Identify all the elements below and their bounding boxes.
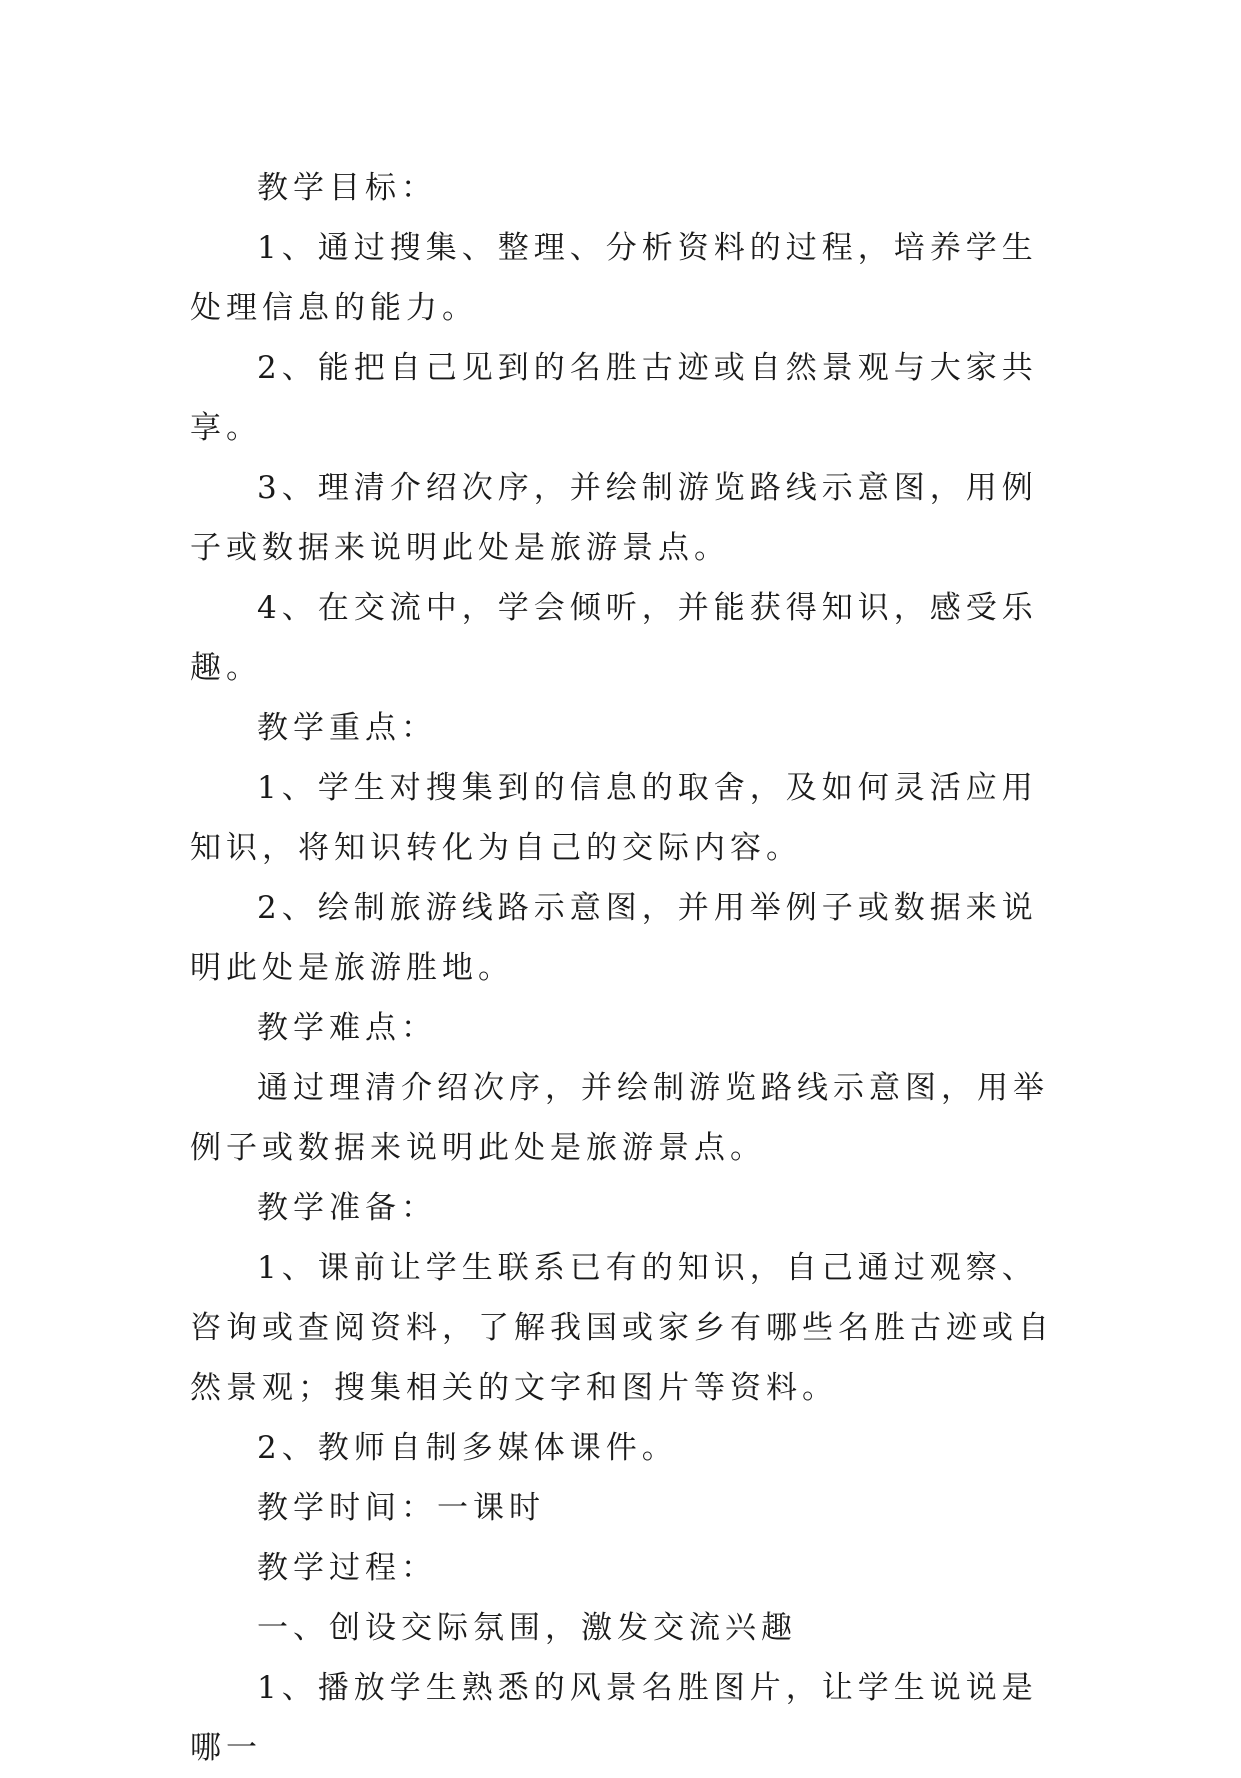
- document-body: [190, 158, 1070, 1778]
- heading-difficulties: 教学难点：: [257, 1010, 437, 1046]
- heading-preparation: 教学准备：: [257, 1190, 437, 1226]
- heading-key-points: 教学重点：: [257, 710, 437, 746]
- teaching-time: 教学时间：一课时: [257, 1490, 545, 1526]
- goal-item-3: 3、理清介绍次序，并绘制游览路线示意图，用例子或数据来说明此处是旅游景点。: [190, 470, 1038, 566]
- process-section-1: 一、创设交际氛围，激发交流兴趣: [257, 1610, 797, 1646]
- key-point-item-1: 1、学生对搜集到的信息的取舍，及如何灵活应用知识，将知识转化为自己的交际内容。: [190, 770, 1038, 866]
- preparation-item-1: 1、课前让学生联系已有的知识，自己通过观察、咨询或查阅资料，了解我国或家乡有哪些名胜古迹或自然景观；搜集相关的文字和图片等资料。: [190, 1250, 1054, 1406]
- heading-process: 教学过程：: [257, 1550, 437, 1586]
- goal-item-1: 1、通过搜集、整理、分析资料的过程，培养学生处理信息的能力。: [190, 230, 1038, 326]
- process-item-1: 1、播放学生熟悉的风景名胜图片，让学生说说是哪一: [190, 1670, 1038, 1766]
- goal-item-4: 4、在交流中，学会倾听，并能获得知识，感受乐趣。: [190, 590, 1038, 686]
- difficulty-text: 通过理清介绍次序，并绘制游览路线示意图，用举例子或数据来说明此处是旅游景点。: [190, 1070, 1049, 1166]
- preparation-item-2: 2、教师自制多媒体课件。: [257, 1430, 678, 1466]
- key-point-item-2: 2、绘制旅游线路示意图，并用举例子或数据来说明此处是旅游胜地。: [190, 890, 1038, 986]
- heading-teaching-goals: 教学目标：: [257, 170, 437, 206]
- goal-item-2: 2、能把自己见到的名胜古迹或自然景观与大家共享。: [190, 350, 1038, 446]
